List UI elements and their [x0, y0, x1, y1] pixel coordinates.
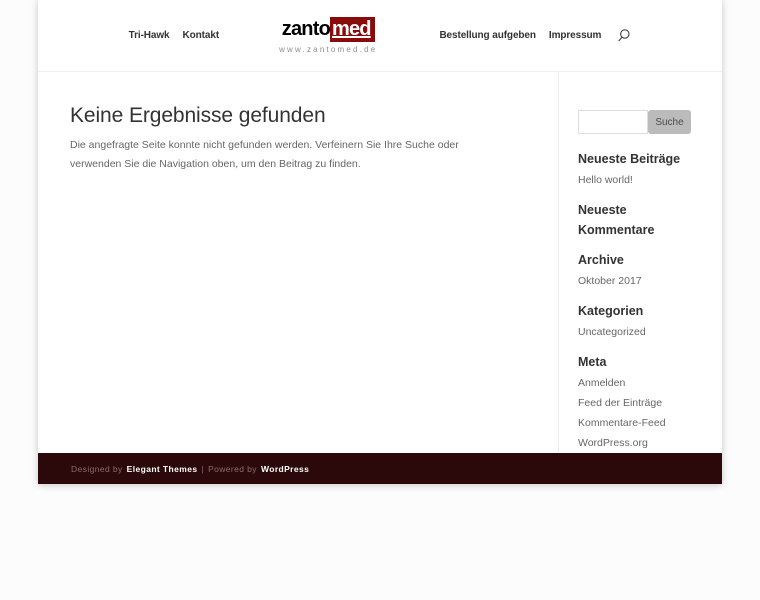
list-item: [578, 433, 694, 453]
logo-text-med: med: [330, 17, 375, 42]
widget-title: Neueste Kommentare: [578, 203, 655, 237]
widget-recent-posts: [578, 149, 694, 190]
widget-title: Archive: [578, 253, 624, 267]
widget-recent-comments: [578, 200, 694, 240]
widget-meta: [578, 352, 694, 453]
list-item: [578, 393, 694, 413]
nav-item-bestellung-aufgeben[interactable]: Bestellung aufgeben: [439, 30, 536, 41]
logo-text-zanto: zanto: [281, 18, 330, 40]
logo-wordmark: [282, 17, 375, 42]
list-item: [578, 322, 694, 342]
link-hello-world[interactable]: Hello world!: [578, 174, 633, 186]
footer-text: Powered by: [208, 463, 257, 474]
sidebar-search-form: [578, 110, 694, 134]
widget-categories: [578, 301, 694, 342]
page-title: Keine Ergebnisse gefunden: [70, 104, 326, 127]
link-elegant-themes[interactable]: Elegant Themes: [126, 463, 198, 474]
link-anmelden[interactable]: Anmelden: [578, 377, 626, 389]
link-uncategorized[interactable]: Uncategorized: [578, 326, 646, 338]
footer-text: Designed by: [71, 463, 123, 474]
nav-item-impressum[interactable]: Impressum: [548, 30, 602, 41]
site-logo[interactable]: [279, 17, 377, 54]
not-found-message: Die angefragte Seite konnte nicht gefunden werden. Verfeinern Sie Ihre Suche oder verwenden Sie die Navigation oben, um den Beitrag zu finden.: [70, 139, 459, 170]
sidebar-search-button[interactable]: Suche: [648, 110, 691, 134]
link-feed-der-eintraege[interactable]: Feed der Einträge: [578, 397, 663, 409]
site-card: [38, 0, 722, 484]
widget-title: Meta: [578, 355, 607, 369]
sidebar-search-input[interactable]: [578, 110, 648, 134]
sidebar: [558, 72, 722, 453]
widget-archives: [578, 250, 694, 291]
list-item: [578, 413, 694, 433]
main-content: [38, 72, 558, 453]
link-wordpress-org[interactable]: WordPress.org: [578, 437, 648, 449]
site-footer: [38, 453, 722, 484]
primary-nav-left: [129, 30, 219, 41]
widget-title: Kategorien: [578, 304, 644, 318]
site-header: [38, 0, 722, 72]
footer-separator: |: [201, 463, 205, 474]
search-icon[interactable]: [616, 28, 631, 43]
link-kommentare-feed[interactable]: Kommentare-Feed: [578, 417, 666, 429]
logo-tagline: www.zantomed.de: [279, 45, 378, 54]
list-item: [578, 373, 694, 393]
widget-title: Neueste Beiträge: [578, 152, 681, 166]
link-wordpress[interactable]: WordPress: [260, 463, 310, 474]
primary-nav-right: [439, 28, 631, 43]
link-oktober-2017[interactable]: Oktober 2017: [578, 275, 642, 287]
list-item: [578, 271, 694, 291]
nav-item-kontakt[interactable]: Kontakt: [182, 30, 220, 41]
nav-item-tri-hawk[interactable]: Tri-Hawk: [128, 30, 170, 41]
list-item: [578, 170, 694, 190]
content-area: [38, 72, 722, 453]
